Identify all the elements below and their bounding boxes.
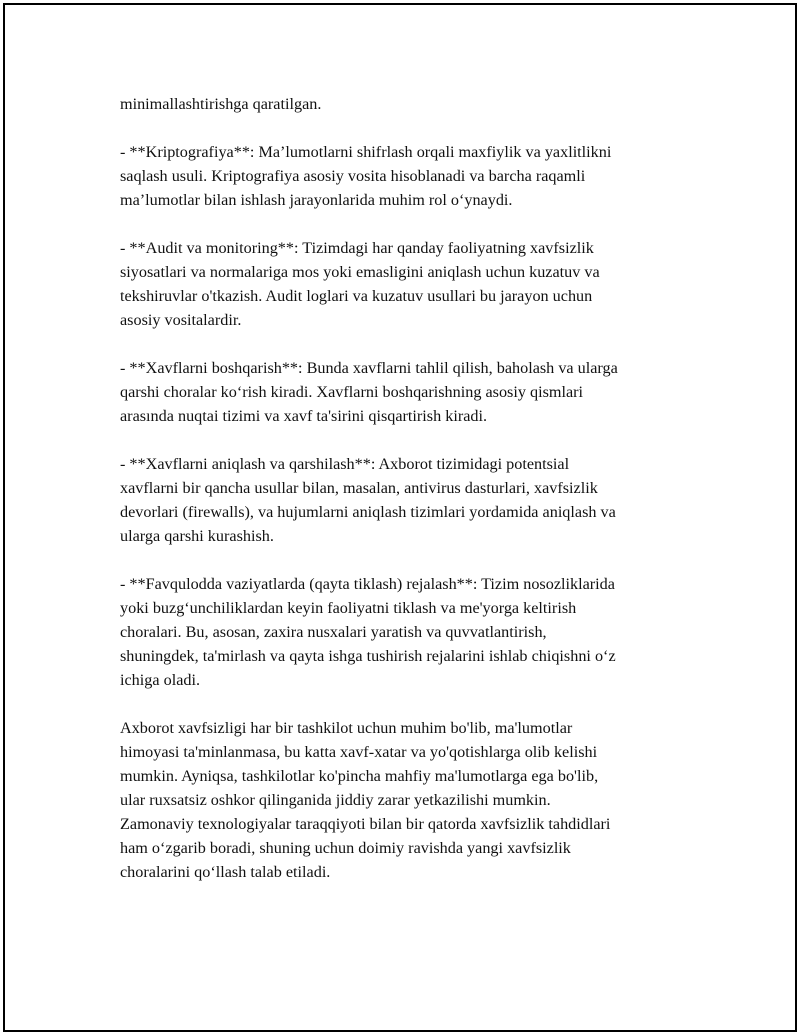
paragraph-xavflarni-aniqlash: - **Xavflarni aniqlash va qarshilash**: Axborot tizimidagi potentsial xavflarni bir qancha usullar bilan, masalan, antivirus dasturlari, xavfsizlik devorlari (firewalls), va hujumlarni aniqlash tizimlari yordamida aniqlash va ularga qarshi kurashish. [120,455,616,545]
paragraph-audit-monitoring: - **Audit va monitoring**: Tizimdagi har qanday faoliyatning xavfsizlik siyosatlari va normalariga mos yoki emasligini aniqlash uchun kuzatuv va tekshiruvlar o'tkazish. Audit loglari va kuzatuv usullari bu jarayon uchun asosiy vositalardir. [120,239,600,329]
paragraph-intro-continuation: minimallashtirishga qaratilgan. [120,95,322,113]
document-body [120,92,695,884]
paragraph-favqulodda-rejalash: - **Favqulodda vaziyatlarda (qayta tiklash) rejalash**: Tizim nosozliklarida yoki buzgʻunchiliklardan keyin faoliyatni tiklash va me'yorga keltirish choralari. Bu, asosan, zaxira nusxalari yaratish va quvvatlantirish, shuningdek, ta'mirlash va qayta ishga tushirish rejalarini ishlab chiqishni oʻz ichiga oladi. [120,575,616,689]
paragraph-conclusion: Axborot xavfsizligi har bir tashkilot uchun muhim bo'lib, ma'lumotlar himoyasi ta'minlanmasa, bu katta xavf-xatar va yo'qotishlarga olib kelishi mumkin. Ayniqsa, tashkilotlar ko'pincha mahfiy ma'lumotlarga ega bo'lib, ular ruxsatsiz oshkor qilinganida jiddiy zarar yetkazilishi mumkin. Zamonaviy texnologiyalar taraqqiyoti bilan bir qatorda xavfsizlik tahdidlari ham oʻzgarib boradi, shuning uchun doimiy ravishda yangi xavfsizlik choralarini qoʻllash talab etiladi. [120,719,611,881]
paragraph-kriptografiya: - **Kriptografiya**: Maʼlumotlarni shifrlash orqali maxfiylik va yaxlitlikni saqlash usuli. Kriptografiya asosiy vosita hisoblanadi va barcha raqamli maʼlumotlar bilan ishlash jarayonlarida muhim rol oʻynaydi. [120,143,612,209]
paragraph-xavflarni-boshqarish: - **Xavflarni boshqarish**: Bunda xavflarni tahlil qilish, baholash va ularga qarshi choralar koʻrish kiradi. Xavflarni boshqarishning asosiy qismlari arasında nuqtai tizimi va xavf ta'sirini qisqartirish kiradi. [120,359,618,425]
page-frame [3,3,797,1032]
